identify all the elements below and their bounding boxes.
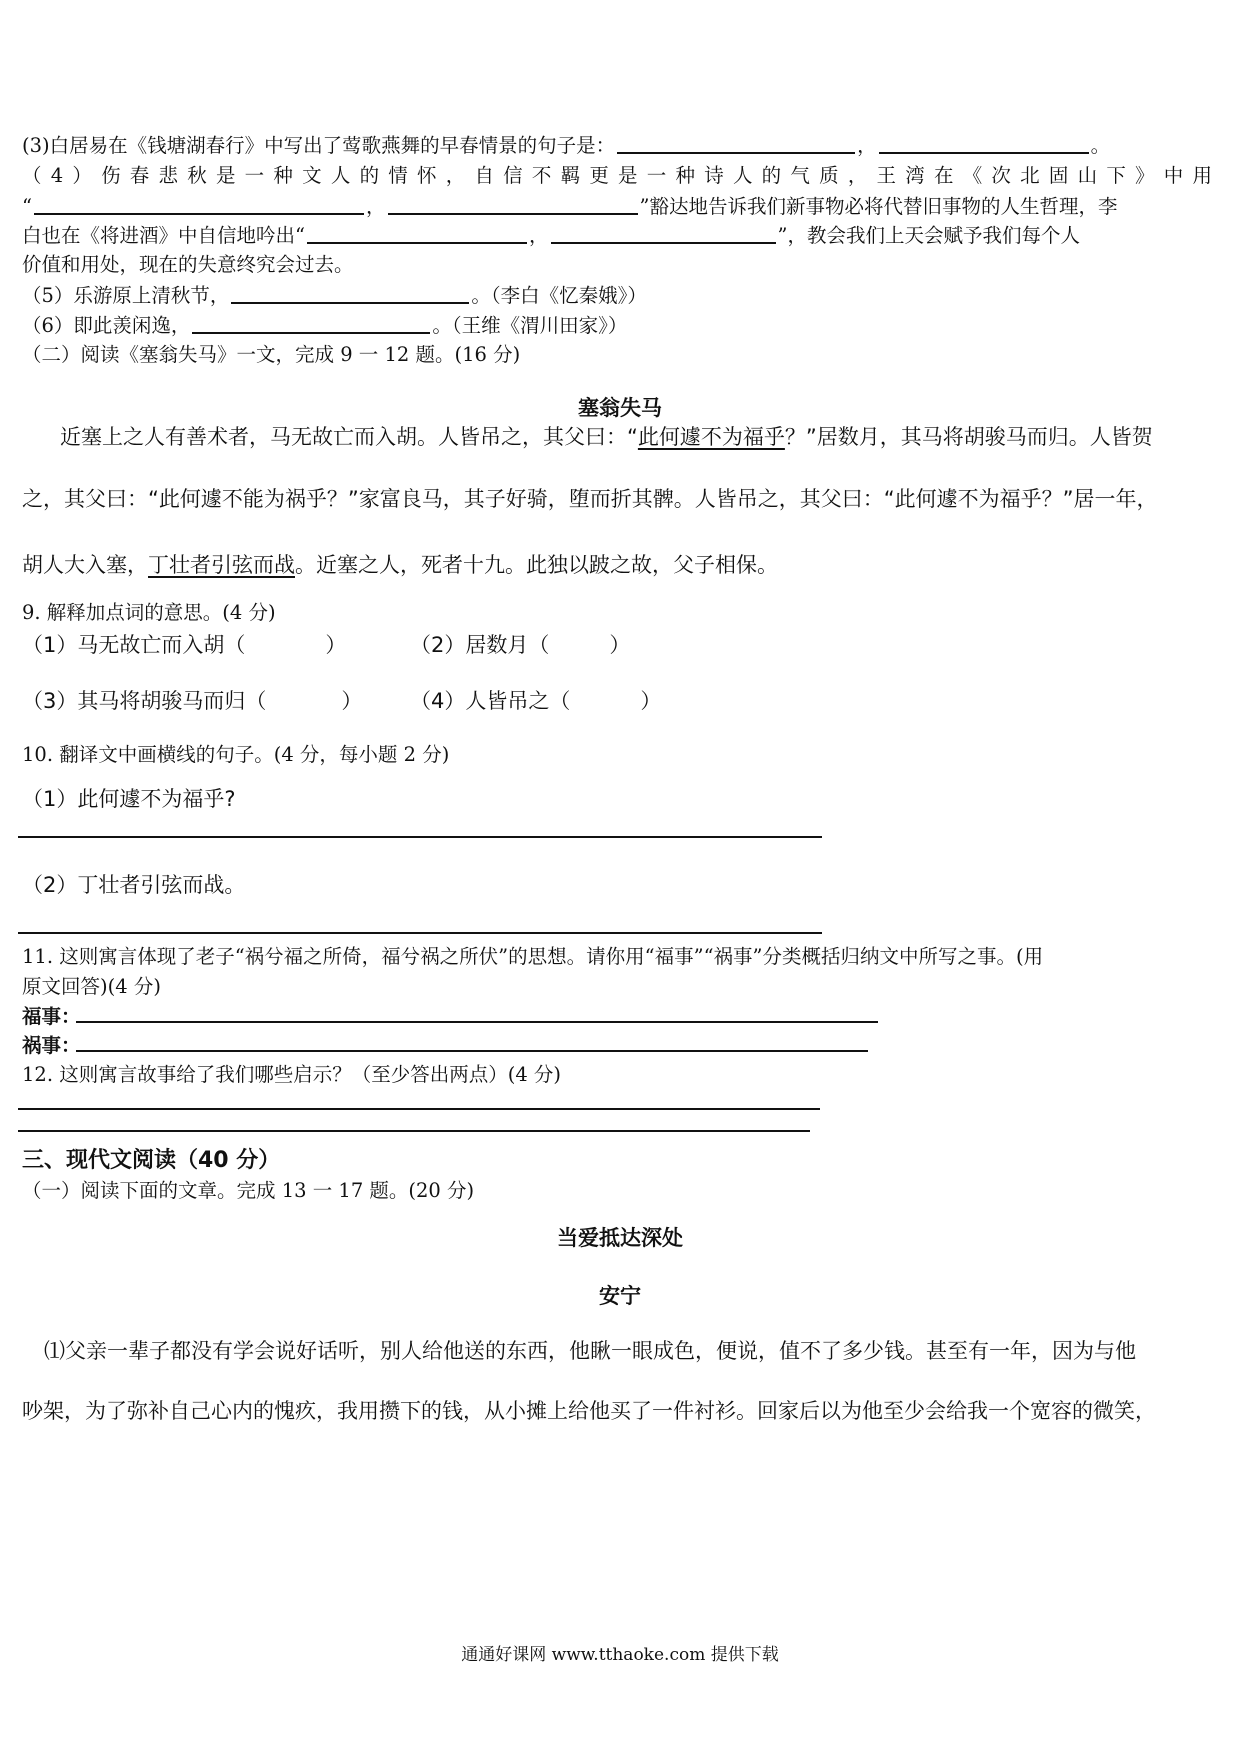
q9-item-1-text: （1）马无故亡而入胡（ <box>22 633 246 657</box>
q11-line2: 原文回答)(4 分) <box>22 975 161 998</box>
q9-close-3: ） <box>341 689 363 713</box>
passage-text: 近塞上之人有善术者，马无故亡而入胡。人皆吊之，其父曰：“ <box>60 425 638 449</box>
q5-line <box>22 282 647 309</box>
q9-close-1: ） <box>325 633 347 657</box>
q4-line3-head: 白也在《将进酒》中自信地吟出“ <box>22 224 305 247</box>
underlined-sentence-1: 此何遽不为福乎 <box>637 425 785 449</box>
q3-comma: ， <box>857 134 877 157</box>
passage-text: 胡人大入塞， <box>22 553 148 577</box>
q6-line <box>22 312 627 339</box>
q3-blank-1[interactable] <box>617 132 855 154</box>
passage-text: ？”居数月，其马将胡骏马而归。人皆贺 <box>784 425 1153 449</box>
section2-intro: （二）阅读《塞翁失马》一文，完成 9 一 12 题。(16 分) <box>22 343 521 366</box>
q3-line <box>22 132 1110 159</box>
q9-item-3 <box>22 688 362 714</box>
passage-text: 。近塞之人，死者十九。此独以跛之故，父子相保。 <box>295 553 778 577</box>
q6-blank[interactable] <box>192 312 430 334</box>
passage-title-saiweng: 塞翁失马 <box>578 396 662 420</box>
q4-line3 <box>22 222 1080 249</box>
q4-open-quote: “ <box>22 195 32 218</box>
q6-head: （6）即此羡闲逸， <box>22 314 191 337</box>
q6-tail: 。（王维《渭川田家》） <box>432 314 628 337</box>
q5-head: （5）乐游原上清秋节， <box>22 284 230 307</box>
q9-item-3-text: （3）其马将胡骏马而归（ <box>22 689 267 713</box>
underlined-sentence-2: 丁壮者引弦而战 <box>148 553 295 577</box>
q9-item-4 <box>410 688 661 714</box>
q11-fu-label: 福事： <box>22 1005 81 1028</box>
q5-blank[interactable] <box>231 282 469 304</box>
q11-fu-answer-line[interactable] <box>76 1021 878 1023</box>
q9-close-4: ） <box>640 689 662 713</box>
q3-blank-2[interactable] <box>879 132 1089 154</box>
q5-tail: 。（李白《忆秦娥》） <box>471 284 647 307</box>
q11-line1: 11. 这则寓言体现了老子“祸兮福之所倚，福兮祸之所伏”的思想。请你用“福事”“祸事”分类概括归纳文中所写之事。(用 <box>22 945 1044 968</box>
q10-sub-2: （2）丁壮者引弦而战。 <box>22 873 246 897</box>
q9-close-2: ） <box>609 633 631 657</box>
section3-heading: 三、现代文阅读（40 分） <box>22 1148 281 1173</box>
q4-blank-4[interactable] <box>551 222 776 244</box>
q4-line2 <box>22 193 1117 220</box>
section3-intro: （一）阅读下面的文章。完成 13 一 17 题。(20 分) <box>22 1179 475 1202</box>
q3-end: 。 <box>1090 134 1111 157</box>
q4-line2-tail: ”豁达地告诉我们新事物必将代替旧事物的人生哲理，李 <box>639 195 1118 218</box>
passage-line-1 <box>60 424 1153 450</box>
passage-line-3 <box>22 552 778 578</box>
q4-blank-1[interactable] <box>34 193 364 215</box>
q12-stem: 12. 这则寓言故事给了我们哪些启示？（至少答出两点）(4 分) <box>22 1063 562 1086</box>
q9-item-1 <box>22 632 346 658</box>
q12-answer-line-2[interactable] <box>18 1130 810 1132</box>
q9-item-4-text: （4）人皆吊之（ <box>410 689 571 713</box>
q11-huo-label: 祸事： <box>22 1034 81 1057</box>
page-footer: 通通好课网 www.tthaoke.com 提供下载 <box>461 1645 779 1665</box>
q10-answer-line-1[interactable] <box>18 836 822 838</box>
article-p1-line-2: 吵架，为了弥补自己心内的愧疚，我用攒下的钱，从小摊上给他买了一件衬衫。回家后以为他至少会给我一个宽容的微笑， <box>22 1399 1156 1423</box>
q4-comma-2: ， <box>528 224 549 247</box>
q10-sub-1: （1）此何遽不为福乎? <box>22 787 236 811</box>
q9-stem: 9. 解释加点词的意思。(4 分) <box>22 601 276 624</box>
passage-line-2: 之，其父曰：“此何遽不能为祸乎？”家富良马，其子好骑，堕而折其髀。人皆吊之，其父曰：“此何遽不为福乎？”居一年， <box>22 487 1158 511</box>
q3-text: (3)白居易在《钱塘湖春行》中写出了莺歌燕舞的早春情景的句子是： <box>22 134 616 157</box>
q4-blank-3[interactable] <box>307 222 527 244</box>
q11-huo-answer-line[interactable] <box>76 1050 868 1052</box>
q4-blank-2[interactable] <box>388 193 638 215</box>
article-title: 当爱抵达深处 <box>557 1226 683 1250</box>
q4-comma: ， <box>365 195 386 218</box>
q4-line4: 价值和用处，现在的失意终究会过去。 <box>22 253 354 276</box>
q4-line3-tail: ”，教会我们上天会赋予我们每个人 <box>777 224 1080 247</box>
q10-answer-line-2[interactable] <box>18 932 822 934</box>
article-p1-line-1: ⑴父亲一辈子都没有学会说好话听，别人给他送的东西，他瞅一眼成色，便说，值不了多少钱。甚至有一年，因为与他 <box>44 1339 1136 1363</box>
q9-item-2-text: （2）居数月（ <box>410 633 550 657</box>
article-author: 安宁 <box>599 1284 641 1308</box>
q9-item-2 <box>410 632 630 658</box>
q10-stem: 10. 翻译文中画横线的句子。(4 分，每小题 2 分) <box>22 743 450 766</box>
q12-answer-line-1[interactable] <box>18 1108 820 1110</box>
q4-line1: （4）伤春悲秋是一种文人的情怀，自信不羁更是一种诗人的气质，王湾在《次北固山下》中用 <box>22 164 1212 187</box>
